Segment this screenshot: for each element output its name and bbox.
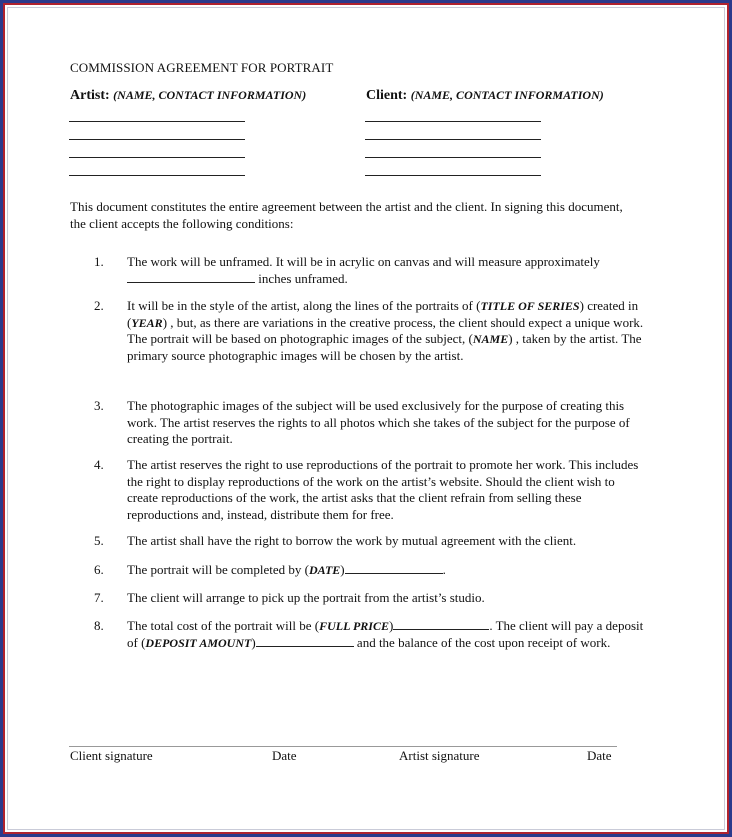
- client-info-line: [365, 157, 541, 158]
- clause-number: 6.: [94, 562, 104, 577]
- clause-1-text-a: The work will be unframed. It will be in acrylic on canvas and will measure approximately: [127, 254, 600, 269]
- clause-8-text-a: The total cost of the portrait will be (: [127, 618, 320, 633]
- artist-date-label: Date: [587, 748, 612, 763]
- client-info-lines: [365, 121, 541, 193]
- artist-info-line: [69, 139, 245, 140]
- date-blank: [345, 562, 443, 574]
- clause-number: 3.: [94, 398, 104, 413]
- clause-number: 5.: [94, 533, 104, 548]
- clause-8-text-b: ): [388, 618, 394, 633]
- subject-name-placeholder: NAME: [472, 332, 509, 347]
- full-price-blank: [393, 618, 489, 630]
- signature-line: [69, 746, 617, 747]
- clause-number: 4.: [94, 457, 104, 472]
- deposit-placeholder: DEPOSIT AMOUNT: [145, 635, 252, 650]
- clause-2-text-d: ) , taken by the artist. The primary source photographic images will be chosen by the artist.: [127, 331, 642, 363]
- intro-paragraph: This document constitutes the entire agreement between the artist and the client. In signing this document, the client accepts the following conditions:: [70, 199, 623, 231]
- artist-info-line: [69, 121, 245, 122]
- client-heading: [366, 88, 604, 104]
- clause-6-text-b: ): [340, 562, 345, 577]
- document-title: COMMISSION AGREEMENT FOR PORTRAIT: [70, 60, 334, 75]
- artist-info-lines: [69, 121, 245, 193]
- clause-1-text-b: inches unframed.: [258, 270, 348, 286]
- full-price-placeholder: FULL PRICE: [319, 619, 389, 633]
- clause-2-text-a: It will be in the style of the artist, along the lines of the portraits of (: [127, 298, 481, 313]
- client-info-line: [365, 139, 541, 140]
- clause-text: The client will arrange to pick up the portrait from the artist’s studio.: [127, 590, 485, 605]
- artist-info-line: [69, 157, 245, 158]
- clause-number: 2.: [94, 298, 104, 313]
- clause-text: The portrait will be completed by (DATE) .: [127, 562, 446, 577]
- clause-number: 7.: [94, 590, 104, 605]
- clause-text: [127, 254, 649, 287]
- year-placeholder: YEAR: [131, 315, 163, 330]
- clause-8-text-e: and the balance of the cost upon receipt of work.: [353, 634, 611, 650]
- deposit-blank: [256, 635, 354, 647]
- date-placeholder: DATE: [308, 563, 341, 577]
- client-info-line: [365, 175, 541, 176]
- clause-text: The artist reserves the right to use reproductions of the portrait to promote her work. This includes the right to display reproductions of the work on the artist’s website. Should the client wish to create reproductions of the work, the artist asks that the client refrain from selling these reproductions and, instead, distribute them for free.: [127, 457, 639, 522]
- clause-text: The artist shall have the right to borrow the work by mutual agreement with the client.: [127, 533, 577, 548]
- client-date-label: Date: [272, 748, 297, 763]
- artist-heading: [70, 88, 306, 104]
- clause-6-text-a: The portrait will be completed by (: [127, 562, 309, 577]
- artist-info-line: [69, 175, 245, 176]
- clause-8-text-d: ): [251, 634, 256, 650]
- client-hint: (NAME, CONTACT INFORMATION): [410, 88, 604, 102]
- artist-hint: (NAME, CONTACT INFORMATION): [113, 88, 307, 102]
- dimensions-blank: [127, 271, 255, 283]
- artist-label: Artist:: [70, 88, 110, 103]
- client-signature-label: Client signature: [70, 748, 153, 763]
- clause-number: 1.: [94, 254, 104, 269]
- title-series-placeholder: TITLE OF SERIES: [480, 299, 580, 313]
- clause-text: The photographic images of the subject will be used exclusively for the purpose of creating this work. The artist reserves the rights to all photos which she takes of the subject for the purpose of creating the portrait.: [127, 398, 630, 447]
- clause-2-text-c: ) , but, as there are variations in the creative process, the client should expect a unique work. The portrait will be based on photographic images of the subject, (: [127, 314, 644, 347]
- client-info-line: [365, 121, 541, 122]
- clause-8-text-c: . The client will pay a deposit of (: [127, 618, 644, 650]
- clause-text: [127, 298, 649, 364]
- clause-text: [127, 618, 649, 651]
- artist-signature-label: Artist signature: [399, 748, 480, 763]
- clause-2-text-b: ) created in (: [127, 298, 639, 330]
- client-label: Client:: [366, 88, 408, 103]
- clause-number: 8.: [94, 618, 104, 633]
